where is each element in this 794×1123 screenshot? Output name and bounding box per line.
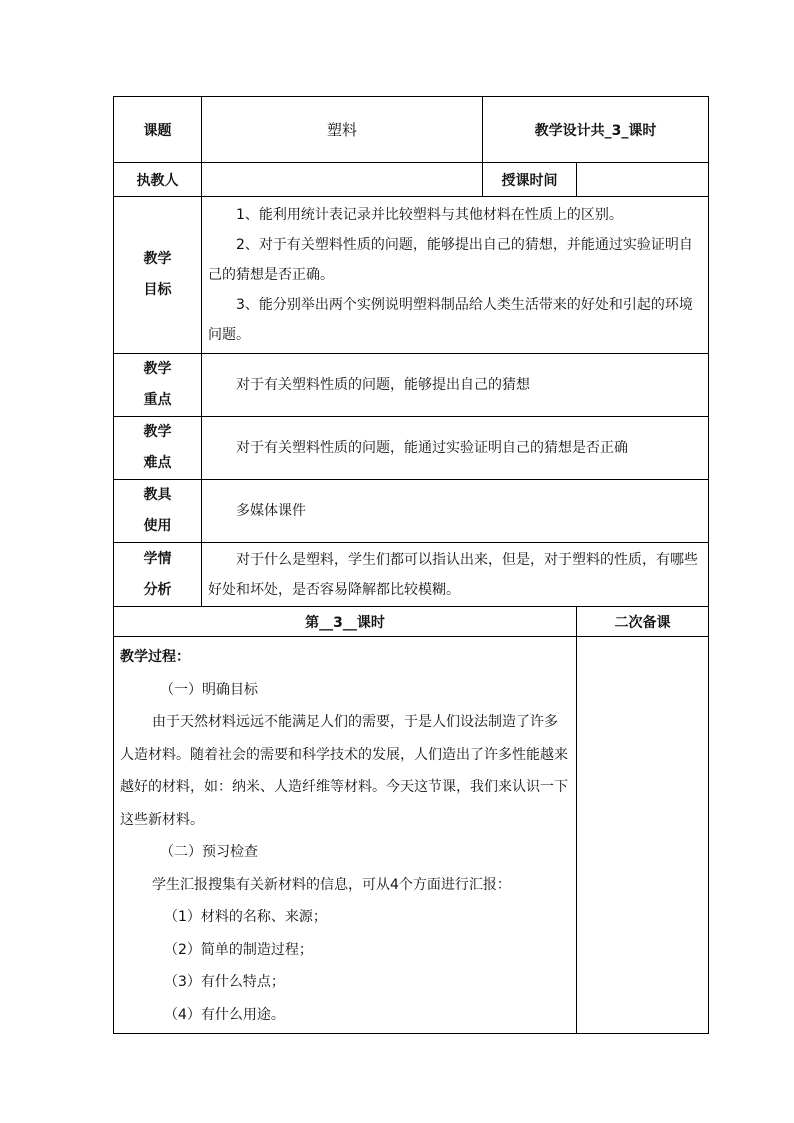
section1-text: 由于天然材料远远不能满足人们的需要，于是人们设法制造了许多人造材料。随着社会的需要和科学技术的发展，人们造出了许多性能越来越好的材料，如：纳米、人造纤维等材料。今天这节课，我们来认识一下这些新材料。 (120, 714, 568, 828)
process-row (114, 637, 709, 1034)
difficulties-content (202, 417, 709, 480)
goal-item: 3、能分别举出两个实例说明塑料制品给人类生活带来的好处和引起的环境问题。 (208, 297, 693, 343)
teacher-value (202, 163, 483, 197)
goals-label-line2: 目标 (143, 282, 172, 298)
section2-text: 学生汇报搜集有关新材料的信息，可从4个方面进行汇报： (152, 876, 511, 893)
second-prep-label: 二次备课 (577, 607, 709, 637)
second-prep-cell (577, 637, 709, 1034)
report-item: （3）有什么特点； (164, 974, 285, 990)
analysis-content (202, 543, 709, 607)
tools-label-line1: 教具 (143, 487, 172, 503)
key-points-label-line1: 教学 (143, 361, 172, 377)
design-note: 教学设计共_3_课时 (483, 97, 709, 163)
process-heading: 教学过程： (120, 649, 190, 665)
report-item: （2）简单的制造过程； (164, 941, 313, 958)
section2-title: （二）预习检查 (160, 844, 258, 860)
tools-content (202, 480, 709, 543)
goals-label-line1: 教学 (143, 251, 172, 267)
analysis-text: 对于什么是塑料，学生们都可以指认出来，但是，对于塑料的性质，有哪些好处和坏处，是否容易降解都比较模糊。 (208, 551, 698, 598)
tools-text: 多媒体课件 (236, 503, 306, 519)
key-points-label-line2: 重点 (143, 392, 172, 408)
teacher-row (114, 163, 709, 197)
lesson-plan-table (113, 96, 709, 1034)
key-points-label (114, 354, 202, 417)
topic-label: 课题 (114, 97, 202, 163)
difficulties-row (114, 417, 709, 480)
tools-row (114, 480, 709, 543)
difficulties-label-line2: 难点 (143, 455, 172, 471)
session-title: 第__3__课时 (114, 607, 577, 637)
report-item: （4）有什么用途。 (164, 1006, 285, 1023)
session-row (114, 607, 709, 637)
difficulties-label (114, 417, 202, 480)
key-points-row (114, 354, 709, 417)
goal-item: 1、能利用统计表记录并比较塑料与其他材料在性质上的区别。 (236, 207, 623, 223)
goals-label (114, 197, 202, 354)
difficulties-text: 对于有关塑料性质的问题，能通过实验证明自己的猜想是否正确 (236, 440, 628, 456)
section1-title: （一）明确目标 (160, 681, 258, 698)
time-value (577, 163, 709, 197)
analysis-row (114, 543, 709, 607)
topic-value: 塑料 (202, 97, 483, 163)
tools-label-line2: 使用 (143, 518, 172, 534)
analysis-label (114, 543, 202, 607)
report-item: （1）材料的名称、来源； (164, 909, 327, 925)
key-points-content (202, 354, 709, 417)
difficulties-label-line1: 教学 (143, 424, 172, 440)
teacher-label: 执教人 (114, 163, 202, 197)
goals-content (202, 197, 709, 354)
time-label: 授课时间 (483, 163, 577, 197)
goal-item: 2、对于有关塑料性质的问题，能够提出自己的猜想，并能通过实验证明自己的猜想是否正确。 (208, 237, 693, 283)
topic-row (114, 97, 709, 163)
key-points-text: 对于有关塑料性质的问题，能够提出自己的猜想 (236, 377, 530, 393)
analysis-label-line1: 学情 (143, 550, 172, 567)
tools-label (114, 480, 202, 543)
analysis-label-line2: 分析 (143, 581, 172, 598)
process-content (114, 637, 577, 1034)
goals-row (114, 197, 709, 354)
